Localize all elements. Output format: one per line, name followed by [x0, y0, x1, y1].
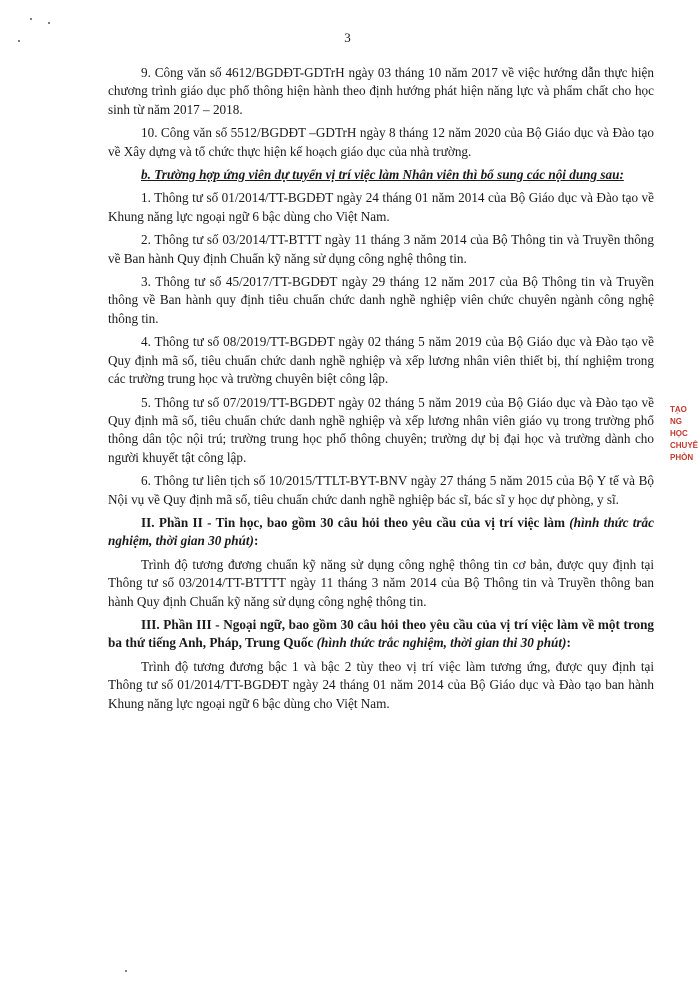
section-b-item: 2. Thông tư số 03/2014/TT-BTTT ngày 11 tháng 3 năm 2014 của Bộ Thông tin và Truyền thông về Ban hành Quy định Chuẩn kỹ năng sử dụng công nghệ thông tin. — [108, 232, 654, 266]
part-2-heading-italic: (hình thức trắc nghiệm, thời gian 30 phút) — [108, 514, 654, 549]
stamp-line: TẠO — [670, 405, 687, 414]
red-stamp-fragment — [670, 404, 698, 464]
part-3-heading-text: III. Phần III - Ngoại ngữ, bao gồm 30 câu hỏi theo yêu cầu của vị trí việc làm về một trong ba thứ tiếng Anh, Pháp, Trung Quốc — [108, 616, 654, 651]
part-2-heading-text: II. Phần II - Tin học, bao gồm 30 câu hỏi theo yêu cầu của vị trí việc làm — [141, 514, 570, 530]
section-b-item: 3. Thông tư số 45/2017/TT-BGDĐT ngày 29 tháng 12 năm 2017 của Bộ Thông tin và Truyền thông về Ban hành quy định tiêu chuẩn chức danh nghề nghiệp viên chức chuyên ngành công nghệ thông tin. — [108, 274, 654, 326]
scan-artifact — [18, 40, 20, 42]
section-b-item: 6. Thông tư liên tịch số 10/2015/TTLT-BYT-BNV ngày 27 tháng 5 năm 2015 của Bộ Y tế và Bộ Nội vụ về Quy định mã số, tiêu chuẩn chức danh nghề nghiệp bác sĩ, bác sĩ y học dự phòng, y sĩ. — [108, 473, 654, 507]
paragraph-item-9: 9. Công văn số 4612/BGDĐT-GDTrH ngày 03 tháng 10 năm 2017 về việc hướng dẫn thực hiện chương trình giáo dục phổ thông hiện hành theo định hướng phát hiện năng lực và phẩm chất cho học sinh từ năm 2017 – 2018. — [108, 65, 654, 117]
part-3-body: Trình độ tương đương bậc 1 và bậc 2 tùy theo vị trí việc làm tương ứng, được quy định tại Thông tư số 01/2014/TT-BGDĐT ngày 24 tháng 01 năm 2014 của Bộ Giáo dục và Đào tạo ban hành Khung năng lực ngoại ngữ 6 bậc dùng cho Việt Nam. — [108, 658, 654, 711]
stamp-line: NG — [670, 417, 682, 426]
part-3-heading-end: : — [566, 635, 571, 651]
section-b-item: 4. Thông tư số 08/2019/TT-BGDĐT ngày 02 tháng 5 năm 2019 của Bộ Giáo dục và Đào tạo về Quy định mã số, tiêu chuẩn chức danh nghề nghiệp và xếp lương nhân viên thiết bị, thí nghiệm trong các trường trung học và trường chuyên biệt công lập. — [108, 334, 654, 387]
part-2-body: Trình độ tương đương chuẩn kỹ năng sử dụng công nghệ thông tin cơ bản, được quy định tại Thông tư số 03/2014/TT-BTTTT ngày 11 tháng 3 năm 2014 của Bộ Thông tin và Truyền thông ban hành Quy định Chuẩn kỹ năng sử dụng công nghệ thông tin. — [108, 556, 654, 609]
section-b-heading: b. Trường hợp ứng viên dự tuyển vị trí việc làm Nhân viên thì bổ sung các nội dung sau: — [141, 167, 624, 183]
paragraph-item-10: 10. Công văn số 5512/BGDĐT –GDTrH ngày 8 tháng 12 năm 2020 của Bộ Giáo dục và Đào tạo về Xây dựng và tổ chức thực hiện kế hoạch giáo dục của nhà trường. — [108, 125, 654, 159]
part-2-heading — [108, 514, 654, 551]
scan-artifact — [48, 22, 50, 24]
scan-artifact — [125, 970, 127, 972]
part-2-heading-end: : — [253, 533, 259, 549]
scan-artifact — [30, 18, 32, 20]
stamp-line: HỌC — [670, 429, 688, 438]
stamp-line: PHÒN — [670, 453, 694, 462]
page-number: 3 — [344, 30, 351, 45]
part-3-heading-italic: (hình thức trắc nghiệm, thời gian thi 30 phút) — [316, 635, 567, 651]
section-b-item: 1. Thông tư số 01/2014/TT-BGDĐT ngày 24 tháng 01 năm 2014 của Bộ Giáo dục và Đào tạo về Khung năng lực ngoại ngữ 6 bậc dùng cho Việt Nam. — [108, 190, 654, 224]
document-body — [108, 64, 654, 718]
section-b-item: 5. Thông tư số 07/2019/TT-BGDĐT ngày 02 tháng 5 năm 2019 của Bộ Giáo dục và Đào tạo về Quy định mã số, tiêu chuẩn chức danh nghề nghiệp và xếp lương nhân viên giáo vụ trong trường phổ thông dân tộc nội trú; trường trung học phổ thông chuyên; trường dự bị đại học và trường dành cho người khuyết tật công lập. — [108, 394, 654, 465]
stamp-line: CHUYÊ — [670, 441, 698, 450]
part-3-heading — [108, 616, 654, 653]
